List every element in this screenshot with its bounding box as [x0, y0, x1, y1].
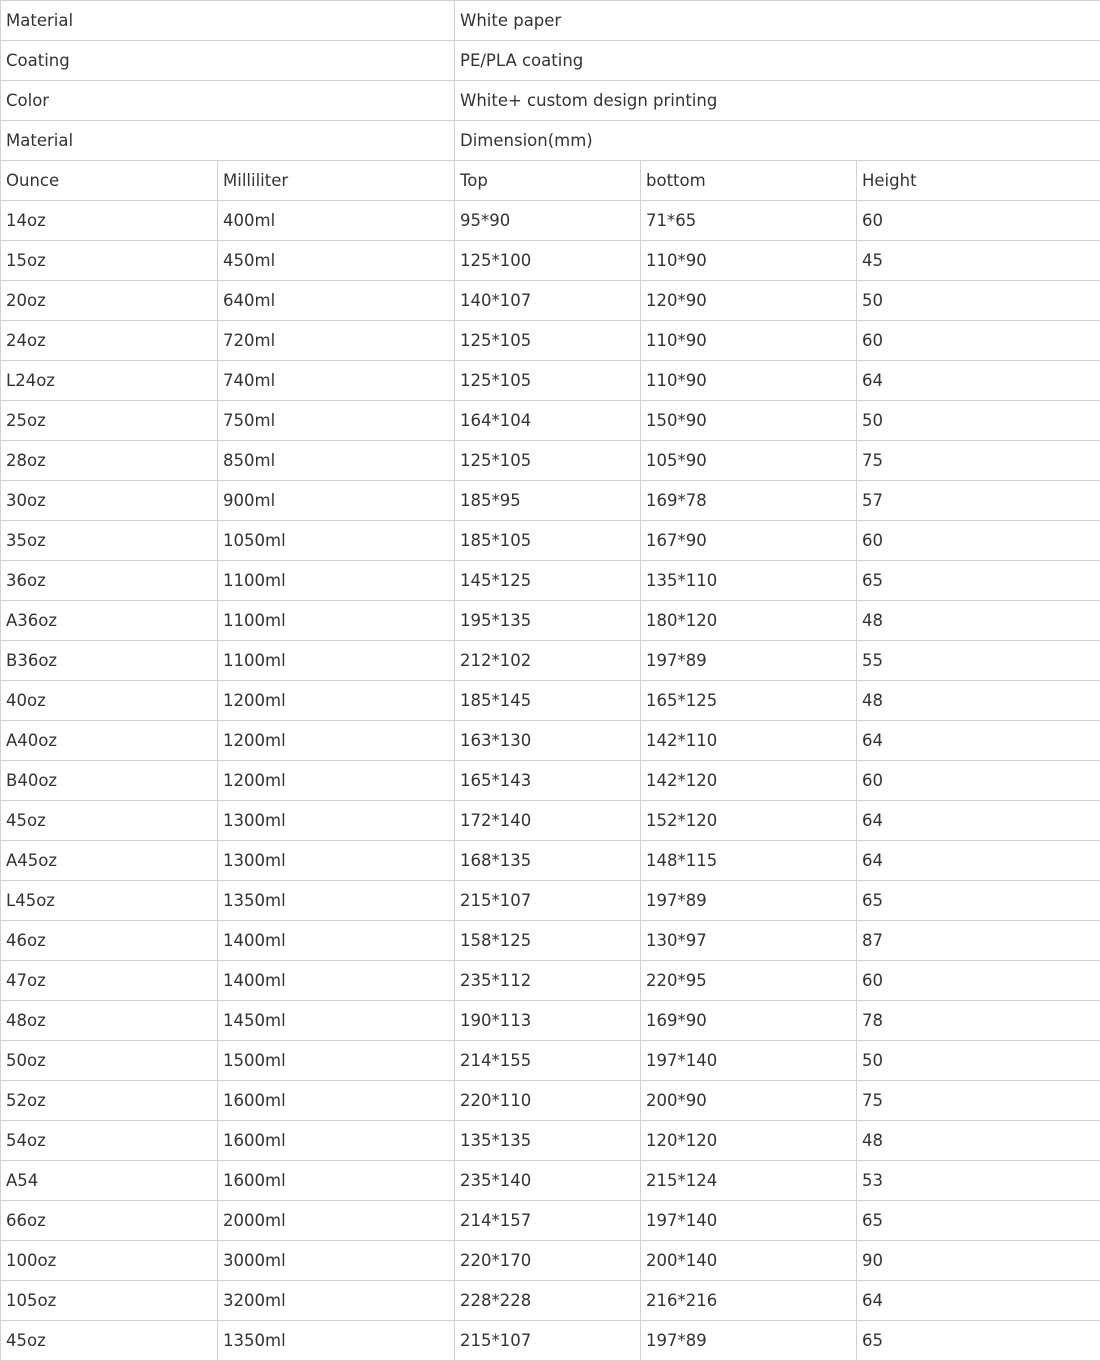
cell-ounce: 40oz	[1, 681, 218, 721]
property-value: White paper	[455, 1, 1100, 41]
cell-top: 185*105	[455, 521, 641, 561]
table-row	[1, 1241, 1100, 1281]
cell-milliliter: 1100ml	[218, 601, 455, 641]
cell-bottom: 148*115	[641, 841, 857, 881]
cell-top: 220*170	[455, 1241, 641, 1281]
cell-milliliter: 740ml	[218, 361, 455, 401]
cell-ounce: L24oz	[1, 361, 218, 401]
cell-bottom: 110*90	[641, 241, 857, 281]
cell-bottom: 200*90	[641, 1081, 857, 1121]
cell-ounce: 48oz	[1, 1001, 218, 1041]
table-row	[1, 481, 1100, 521]
cell-ounce: 14oz	[1, 201, 218, 241]
cell-bottom: 169*90	[641, 1001, 857, 1041]
cell-ounce: 54oz	[1, 1121, 218, 1161]
property-value: PE/PLA coating	[455, 41, 1100, 81]
cell-bottom: 135*110	[641, 561, 857, 601]
cell-milliliter: 1500ml	[218, 1041, 455, 1081]
cell-bottom: 197*89	[641, 1321, 857, 1361]
cell-height: 48	[857, 1121, 1100, 1161]
table-row	[1, 401, 1100, 441]
table-row	[1, 601, 1100, 641]
cell-ounce: 105oz	[1, 1281, 218, 1321]
cell-milliliter: 750ml	[218, 401, 455, 441]
cell-milliliter: 1350ml	[218, 881, 455, 921]
cell-top: 165*143	[455, 761, 641, 801]
cell-top: 164*104	[455, 401, 641, 441]
cell-milliliter: 1400ml	[218, 961, 455, 1001]
cell-bottom: 200*140	[641, 1241, 857, 1281]
cell-ounce: 50oz	[1, 1041, 218, 1081]
cell-height: 50	[857, 1041, 1100, 1081]
cell-top: 235*140	[455, 1161, 641, 1201]
cell-milliliter: 1600ml	[218, 1161, 455, 1201]
cell-top: 95*90	[455, 201, 641, 241]
table-row	[1, 321, 1100, 361]
column-header-row	[1, 161, 1100, 201]
material-header: Material	[1, 121, 455, 161]
cell-top: 195*135	[455, 601, 641, 641]
cell-height: 65	[857, 1201, 1100, 1241]
cell-top: 125*105	[455, 441, 641, 481]
cell-ounce: B40oz	[1, 761, 218, 801]
cell-milliliter: 1300ml	[218, 801, 455, 841]
table-row	[1, 521, 1100, 561]
property-row	[1, 81, 1100, 121]
table-row	[1, 841, 1100, 881]
cell-milliliter: 1100ml	[218, 641, 455, 681]
cell-bottom: 71*65	[641, 201, 857, 241]
cell-bottom: 197*89	[641, 641, 857, 681]
cell-height: 50	[857, 401, 1100, 441]
cell-milliliter: 1400ml	[218, 921, 455, 961]
table-row	[1, 1281, 1100, 1321]
cell-height: 65	[857, 881, 1100, 921]
cell-bottom: 105*90	[641, 441, 857, 481]
spec-table-body	[1, 1, 1100, 1361]
table-row	[1, 801, 1100, 841]
cell-milliliter: 900ml	[218, 481, 455, 521]
property-label: Color	[1, 81, 455, 121]
cell-top: 140*107	[455, 281, 641, 321]
cell-bottom: 120*90	[641, 281, 857, 321]
cell-top: 215*107	[455, 881, 641, 921]
cell-top: 215*107	[455, 1321, 641, 1361]
cell-top: 214*155	[455, 1041, 641, 1081]
table-row	[1, 681, 1100, 721]
cell-milliliter: 1100ml	[218, 561, 455, 601]
table-row	[1, 1321, 1100, 1361]
table-row	[1, 1201, 1100, 1241]
cell-milliliter: 1200ml	[218, 761, 455, 801]
cell-ounce: 15oz	[1, 241, 218, 281]
cell-top: 214*157	[455, 1201, 641, 1241]
cell-bottom: 220*95	[641, 961, 857, 1001]
cell-milliliter: 640ml	[218, 281, 455, 321]
table-row	[1, 1121, 1100, 1161]
cell-ounce: A36oz	[1, 601, 218, 641]
cell-milliliter: 1350ml	[218, 1321, 455, 1361]
cell-ounce: L45oz	[1, 881, 218, 921]
cell-ounce: 20oz	[1, 281, 218, 321]
cell-bottom: 216*216	[641, 1281, 857, 1321]
cell-height: 65	[857, 1321, 1100, 1361]
property-label: Coating	[1, 41, 455, 81]
column-header-height: Height	[857, 161, 1100, 201]
cell-bottom: 142*110	[641, 721, 857, 761]
cell-bottom: 197*140	[641, 1041, 857, 1081]
cell-bottom: 152*120	[641, 801, 857, 841]
cell-top: 190*113	[455, 1001, 641, 1041]
cell-height: 50	[857, 281, 1100, 321]
cell-bottom: 165*125	[641, 681, 857, 721]
cell-bottom: 197*89	[641, 881, 857, 921]
cell-height: 60	[857, 961, 1100, 1001]
cell-height: 87	[857, 921, 1100, 961]
cell-bottom: 110*90	[641, 361, 857, 401]
cell-bottom: 150*90	[641, 401, 857, 441]
cell-bottom: 197*140	[641, 1201, 857, 1241]
cell-top: 145*125	[455, 561, 641, 601]
cell-height: 55	[857, 641, 1100, 681]
cell-milliliter: 720ml	[218, 321, 455, 361]
cell-top: 163*130	[455, 721, 641, 761]
table-row	[1, 641, 1100, 681]
cell-top: 135*135	[455, 1121, 641, 1161]
cell-height: 75	[857, 441, 1100, 481]
column-header-top: Top	[455, 161, 641, 201]
cell-height: 64	[857, 361, 1100, 401]
cell-milliliter: 1600ml	[218, 1121, 455, 1161]
dimension-header: Dimension(mm)	[455, 121, 1100, 161]
cell-height: 60	[857, 201, 1100, 241]
table-row	[1, 441, 1100, 481]
cell-top: 158*125	[455, 921, 641, 961]
cell-milliliter: 1200ml	[218, 681, 455, 721]
cell-height: 65	[857, 561, 1100, 601]
table-row	[1, 281, 1100, 321]
cell-bottom: 215*124	[641, 1161, 857, 1201]
cell-milliliter: 1300ml	[218, 841, 455, 881]
column-header-ounce: Ounce	[1, 161, 218, 201]
table-row	[1, 1041, 1100, 1081]
table-row	[1, 361, 1100, 401]
cell-ounce: 36oz	[1, 561, 218, 601]
cell-height: 90	[857, 1241, 1100, 1281]
cell-ounce: 45oz	[1, 1321, 218, 1361]
cell-milliliter: 2000ml	[218, 1201, 455, 1241]
column-header-bottom: bottom	[641, 161, 857, 201]
table-row	[1, 561, 1100, 601]
dimension-header-row	[1, 121, 1100, 161]
cell-top: 125*105	[455, 321, 641, 361]
table-row	[1, 1161, 1100, 1201]
cell-top: 220*110	[455, 1081, 641, 1121]
cell-ounce: 30oz	[1, 481, 218, 521]
cell-height: 53	[857, 1161, 1100, 1201]
cell-bottom: 142*120	[641, 761, 857, 801]
cell-top: 235*112	[455, 961, 641, 1001]
cell-height: 78	[857, 1001, 1100, 1041]
cell-height: 64	[857, 1281, 1100, 1321]
cell-bottom: 167*90	[641, 521, 857, 561]
cell-height: 60	[857, 521, 1100, 561]
cell-ounce: A45oz	[1, 841, 218, 881]
cell-bottom: 169*78	[641, 481, 857, 521]
property-label: Material	[1, 1, 455, 41]
table-row	[1, 1081, 1100, 1121]
table-row	[1, 921, 1100, 961]
table-row	[1, 761, 1100, 801]
cell-ounce: 46oz	[1, 921, 218, 961]
cell-ounce: A54	[1, 1161, 218, 1201]
cell-height: 57	[857, 481, 1100, 521]
cell-top: 125*105	[455, 361, 641, 401]
cell-top: 172*140	[455, 801, 641, 841]
cell-top: 185*95	[455, 481, 641, 521]
cell-milliliter: 400ml	[218, 201, 455, 241]
cell-top: 185*145	[455, 681, 641, 721]
cell-height: 64	[857, 801, 1100, 841]
table-row	[1, 721, 1100, 761]
cell-ounce: 25oz	[1, 401, 218, 441]
cell-bottom: 180*120	[641, 601, 857, 641]
table-row	[1, 1001, 1100, 1041]
cell-milliliter: 1600ml	[218, 1081, 455, 1121]
cell-height: 48	[857, 601, 1100, 641]
cell-bottom: 120*120	[641, 1121, 857, 1161]
cell-ounce: B36oz	[1, 641, 218, 681]
cell-ounce: A40oz	[1, 721, 218, 761]
cell-height: 64	[857, 721, 1100, 761]
cell-ounce: 28oz	[1, 441, 218, 481]
property-value: White+ custom design printing	[455, 81, 1100, 121]
cell-height: 64	[857, 841, 1100, 881]
table-row	[1, 201, 1100, 241]
cell-height: 45	[857, 241, 1100, 281]
cell-ounce: 52oz	[1, 1081, 218, 1121]
cell-ounce: 47oz	[1, 961, 218, 1001]
cell-top: 228*228	[455, 1281, 641, 1321]
cell-ounce: 45oz	[1, 801, 218, 841]
table-row	[1, 241, 1100, 281]
cell-milliliter: 1050ml	[218, 521, 455, 561]
column-header-milliliter: Milliliter	[218, 161, 455, 201]
cell-height: 75	[857, 1081, 1100, 1121]
property-row	[1, 1, 1100, 41]
cell-height: 60	[857, 321, 1100, 361]
cell-bottom: 130*97	[641, 921, 857, 961]
table-row	[1, 961, 1100, 1001]
cell-ounce: 35oz	[1, 521, 218, 561]
cell-milliliter: 450ml	[218, 241, 455, 281]
cell-milliliter: 3000ml	[218, 1241, 455, 1281]
cell-milliliter: 1200ml	[218, 721, 455, 761]
cell-milliliter: 1450ml	[218, 1001, 455, 1041]
property-row	[1, 41, 1100, 81]
cell-height: 60	[857, 761, 1100, 801]
cell-bottom: 110*90	[641, 321, 857, 361]
cell-height: 48	[857, 681, 1100, 721]
table-row	[1, 881, 1100, 921]
cell-top: 125*100	[455, 241, 641, 281]
cell-top: 212*102	[455, 641, 641, 681]
cell-ounce: 24oz	[1, 321, 218, 361]
cell-ounce: 100oz	[1, 1241, 218, 1281]
cell-milliliter: 850ml	[218, 441, 455, 481]
cell-milliliter: 3200ml	[218, 1281, 455, 1321]
cell-ounce: 66oz	[1, 1201, 218, 1241]
cell-top: 168*135	[455, 841, 641, 881]
